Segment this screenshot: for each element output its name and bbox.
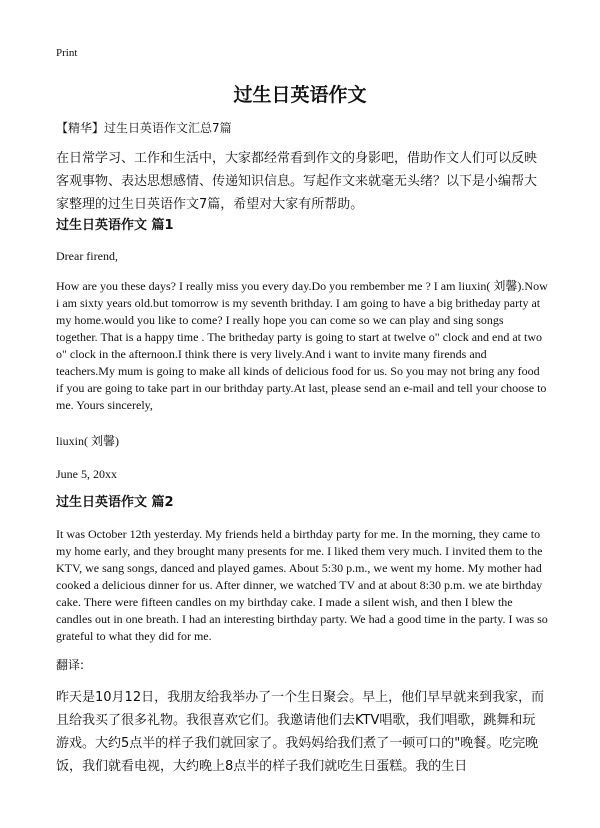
section2-body: It was October 12th yesterday. My friends held a birthday party for me. In the morning, they came to my home early, and they brought many presents for me. I liked them very much. I invited them to the KTV, we sang songs, danced and played games. About 5:30 p.m., we went my home. My mother had cooked a delicious dinner for us. After dinner, we watched TV and at about 8:30 p.m. we ate birthday cake. There were fifteen candles on my birthday cake. I made a silent wish, and then I blew the candles out in one breath. I had an interesting birthday party. We had a good time in the party. I was so grateful to what they did for me. [56, 527, 548, 643]
letter-date: June 5, 20xx [56, 467, 117, 481]
section1-heading: 过生日英语作文 篇1 [56, 218, 174, 233]
letter-body: How are you these days? I really miss you every day.Do you rembember me ? I am liuxin( 刘馨).Now i am sixty years old.but tomorrow is my seventh brithday. I am going to have a big britheday party at my home.would you like to come? I really hope you can come so we can play and sing songs together. That is a happy time . The britheday party is going to start at twelve o" clock and end at two o" clock in the afternoon.I think there is very lively.And i want to invite many firends and teachers.My mum is going to make all kinds of delicious food for us. So you may not bring any food if you are going to take part in our brithday party.At last, please send an e-mail and tell your choose to me. Yours sincerely, [56, 279, 548, 412]
document-subtitle: 【精华】过生日英语作文汇总7篇 [56, 121, 232, 135]
letter-signature: liuxin( 刘馨) [56, 434, 119, 448]
translation-label: 翻译: [56, 658, 85, 672]
intro-paragraph: 在日常学习、工作和生活中，大家都经常看到作文的身影吧，借助作文人们可以反映客观事物、表达思想感情、传递知识信息。写起作文来就毫无头绪？以下是小编帮大家整理的过生日英语作文7篇，希望对大家有所帮助。 [56, 151, 538, 212]
print-label: Print [56, 47, 78, 59]
letter-greeting: Drear firend, [56, 249, 118, 263]
page-title: 过生日英语作文 [233, 84, 367, 106]
translation-paragraph: 昨天是10月12日，我朋友给我举办了一个生日聚会。早上，他们早早就来到我家，而且给我买了很多礼物。我很喜欢它们。我邀请他们去KTV唱歌，我们唱歌，跳舞和玩游戏。大约5点半的样子我们就回家了。我妈妈给我们煮了一顿可口的"晚餐。吃完晚饭，我们就看电视，大约晚上8点半的样子我们就吃生日蛋糕。我的生日 [56, 690, 545, 774]
section2-heading: 过生日英语作文 篇2 [56, 495, 174, 510]
